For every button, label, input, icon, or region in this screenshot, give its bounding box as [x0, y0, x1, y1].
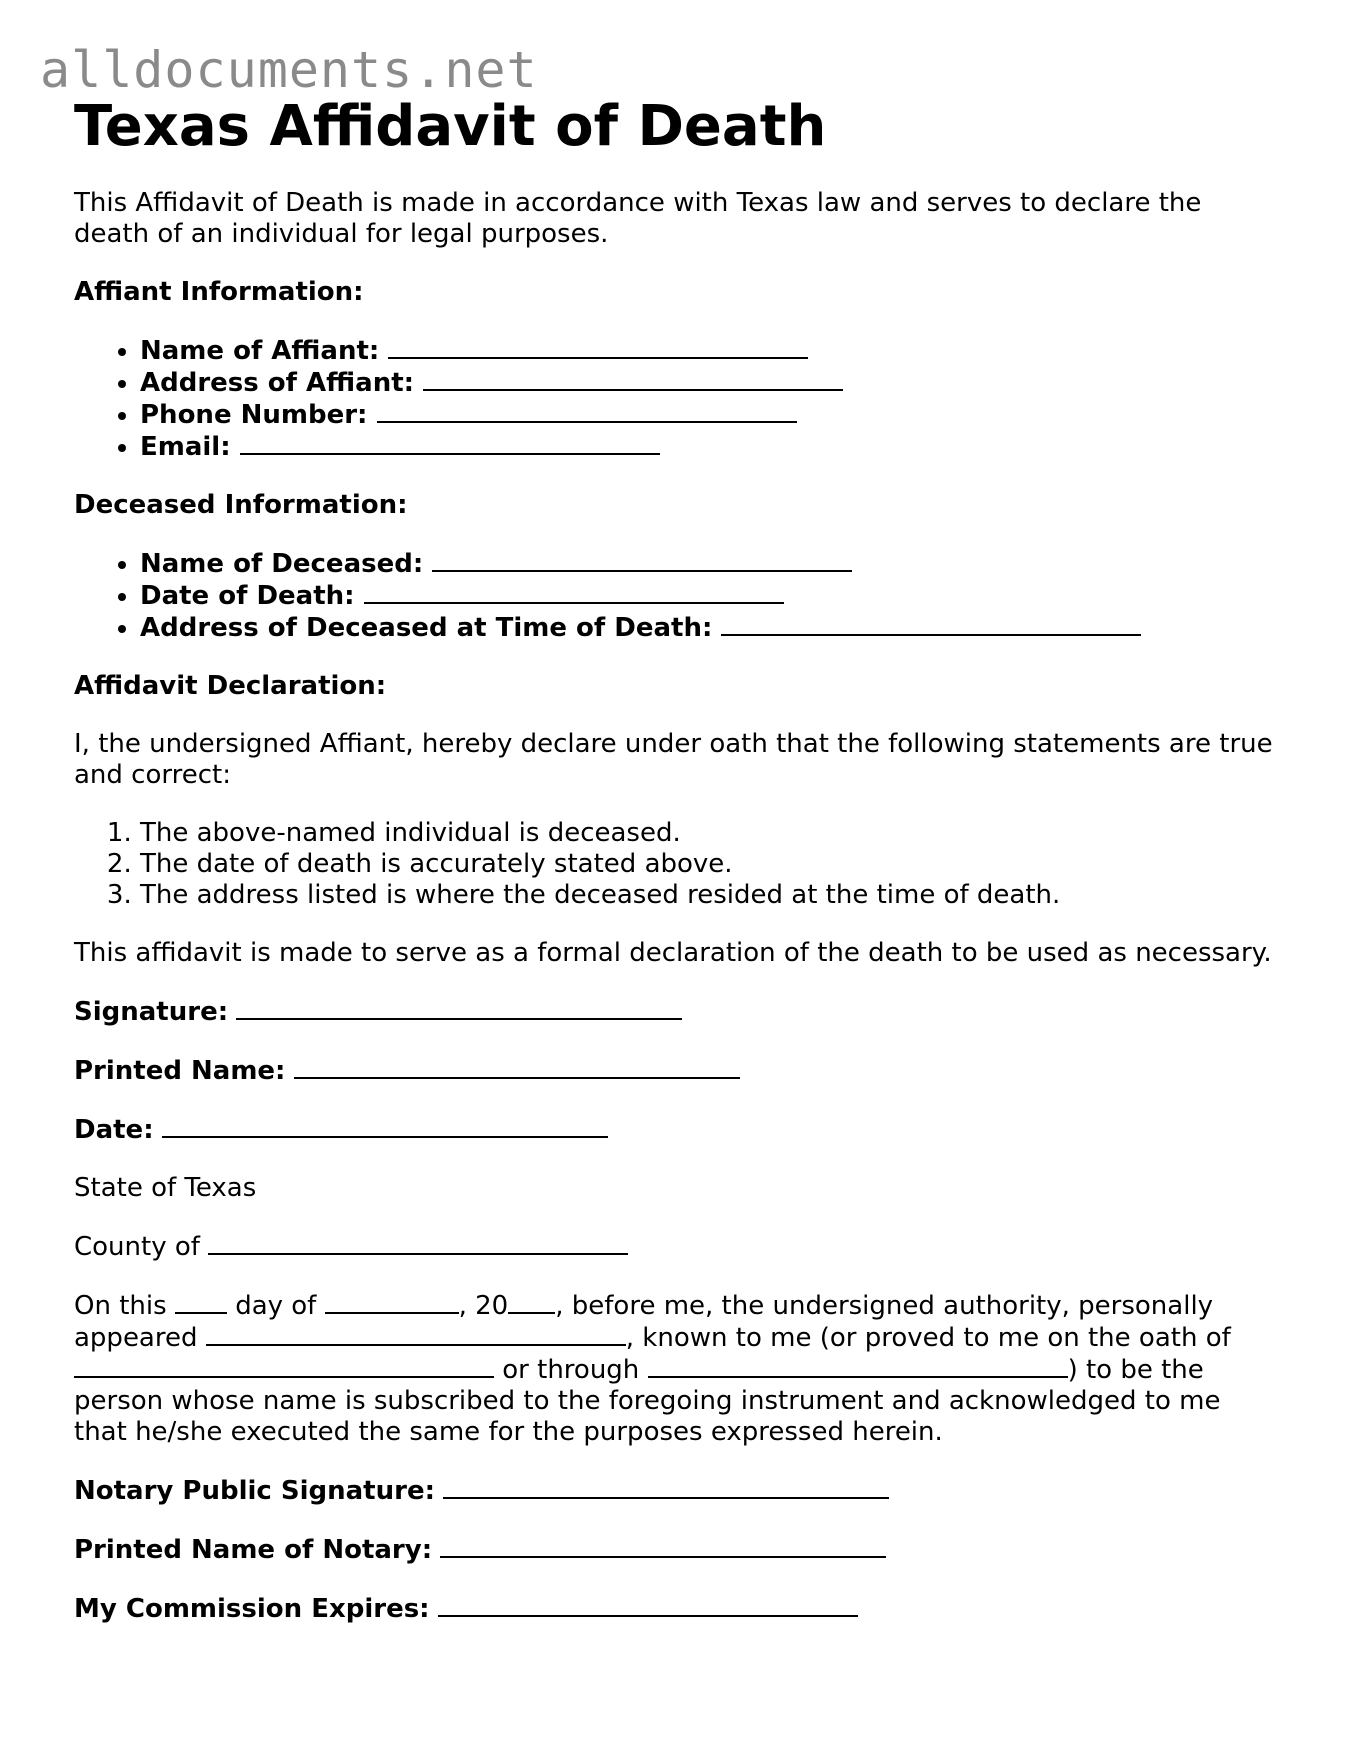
notary-signature-line: Notary Public Signature: [74, 1475, 1274, 1507]
affiant-phone-field: • Phone Number: [140, 399, 1274, 431]
deceased-date-field: • Date of Death: [140, 580, 1274, 612]
affiant-name-blank[interactable] [388, 335, 808, 359]
statement-item: 1. The above-named individual is deceased. [140, 818, 1274, 849]
signature-line: Signature: [74, 996, 1274, 1028]
affiant-address-field: • Address of Affiant: [140, 367, 1274, 399]
month-blank[interactable] [325, 1290, 459, 1314]
through-blank[interactable] [648, 1354, 1068, 1378]
affiant-name-field: • Name of Affiant: [140, 335, 1274, 367]
date-line: Date: [74, 1114, 1274, 1146]
notary-acknowledgment: On this day of , 20 , before me, the undersigned authority, personally appeared , known to me (or proved to me on the oath of or through ) to be the person whose name is subscribed to the foregoing instrument and acknowledged to me that he/she executed the same for the purposes expressed herein. [74, 1291, 1231, 1447]
deceased-date-blank[interactable] [364, 580, 784, 604]
notary-signature-blank[interactable] [443, 1475, 889, 1499]
state-line: State of Texas [74, 1173, 257, 1203]
deceased-address-blank[interactable] [721, 612, 1141, 636]
county-line: County of [74, 1231, 1274, 1263]
deceased-name-field: • Name of Deceased: [140, 548, 1274, 580]
deceased-address-field: • Address of Deceased at Time of Death: [140, 612, 1274, 644]
affiant-field-list [74, 335, 1274, 463]
document-title: Texas Affidavit of Death [74, 94, 827, 159]
affiant-email-blank[interactable] [240, 431, 660, 455]
declaration-heading: Affidavit Declaration: [74, 671, 387, 701]
signature-blank[interactable] [236, 996, 682, 1020]
commission-expires-blank[interactable] [438, 1593, 858, 1617]
statement-item: 3. The address listed is where the deceased resided at the time of death. [140, 880, 1274, 911]
year-blank[interactable] [508, 1290, 555, 1314]
appeared-name-blank[interactable] [206, 1322, 626, 1346]
oath-of-blank[interactable] [74, 1354, 494, 1378]
affiant-address-blank[interactable] [423, 367, 843, 391]
declaration-closing: This affidavit is made to serve as a formal declaration of the death to be used as necessary. [74, 938, 1272, 968]
notary-printed-name-blank[interactable] [440, 1534, 886, 1558]
watermark-logo: alldocuments.net [40, 41, 538, 99]
affiant-email-field: • Email: [140, 431, 1274, 463]
printed-name-blank[interactable] [294, 1055, 740, 1079]
affiant-heading: Affiant Information: [74, 277, 364, 307]
deceased-heading: Deceased Information: [74, 490, 408, 520]
printed-name-line: Printed Name: [74, 1055, 1274, 1087]
deceased-name-blank[interactable] [432, 548, 852, 572]
notary-printed-name-line: Printed Name of Notary: [74, 1534, 1274, 1566]
day-blank[interactable] [175, 1290, 227, 1314]
declaration-statements [74, 818, 1274, 911]
statement-item: 2. The date of death is accurately stated above. [140, 849, 1274, 880]
deceased-field-list [74, 548, 1274, 644]
affiant-phone-blank[interactable] [377, 399, 797, 423]
county-blank[interactable] [208, 1231, 628, 1255]
intro-paragraph: This Affidavit of Death is made in accordance with Texas law and serves to declare the death of an individual for legal purposes. [74, 188, 1202, 249]
declaration-lead: I, the undersigned Affiant, hereby declare under oath that the following statements are true and correct: [74, 729, 1273, 790]
document-page [74, 94, 1274, 1625]
date-blank[interactable] [162, 1114, 608, 1138]
commission-expires-line: My Commission Expires: [74, 1593, 1274, 1625]
